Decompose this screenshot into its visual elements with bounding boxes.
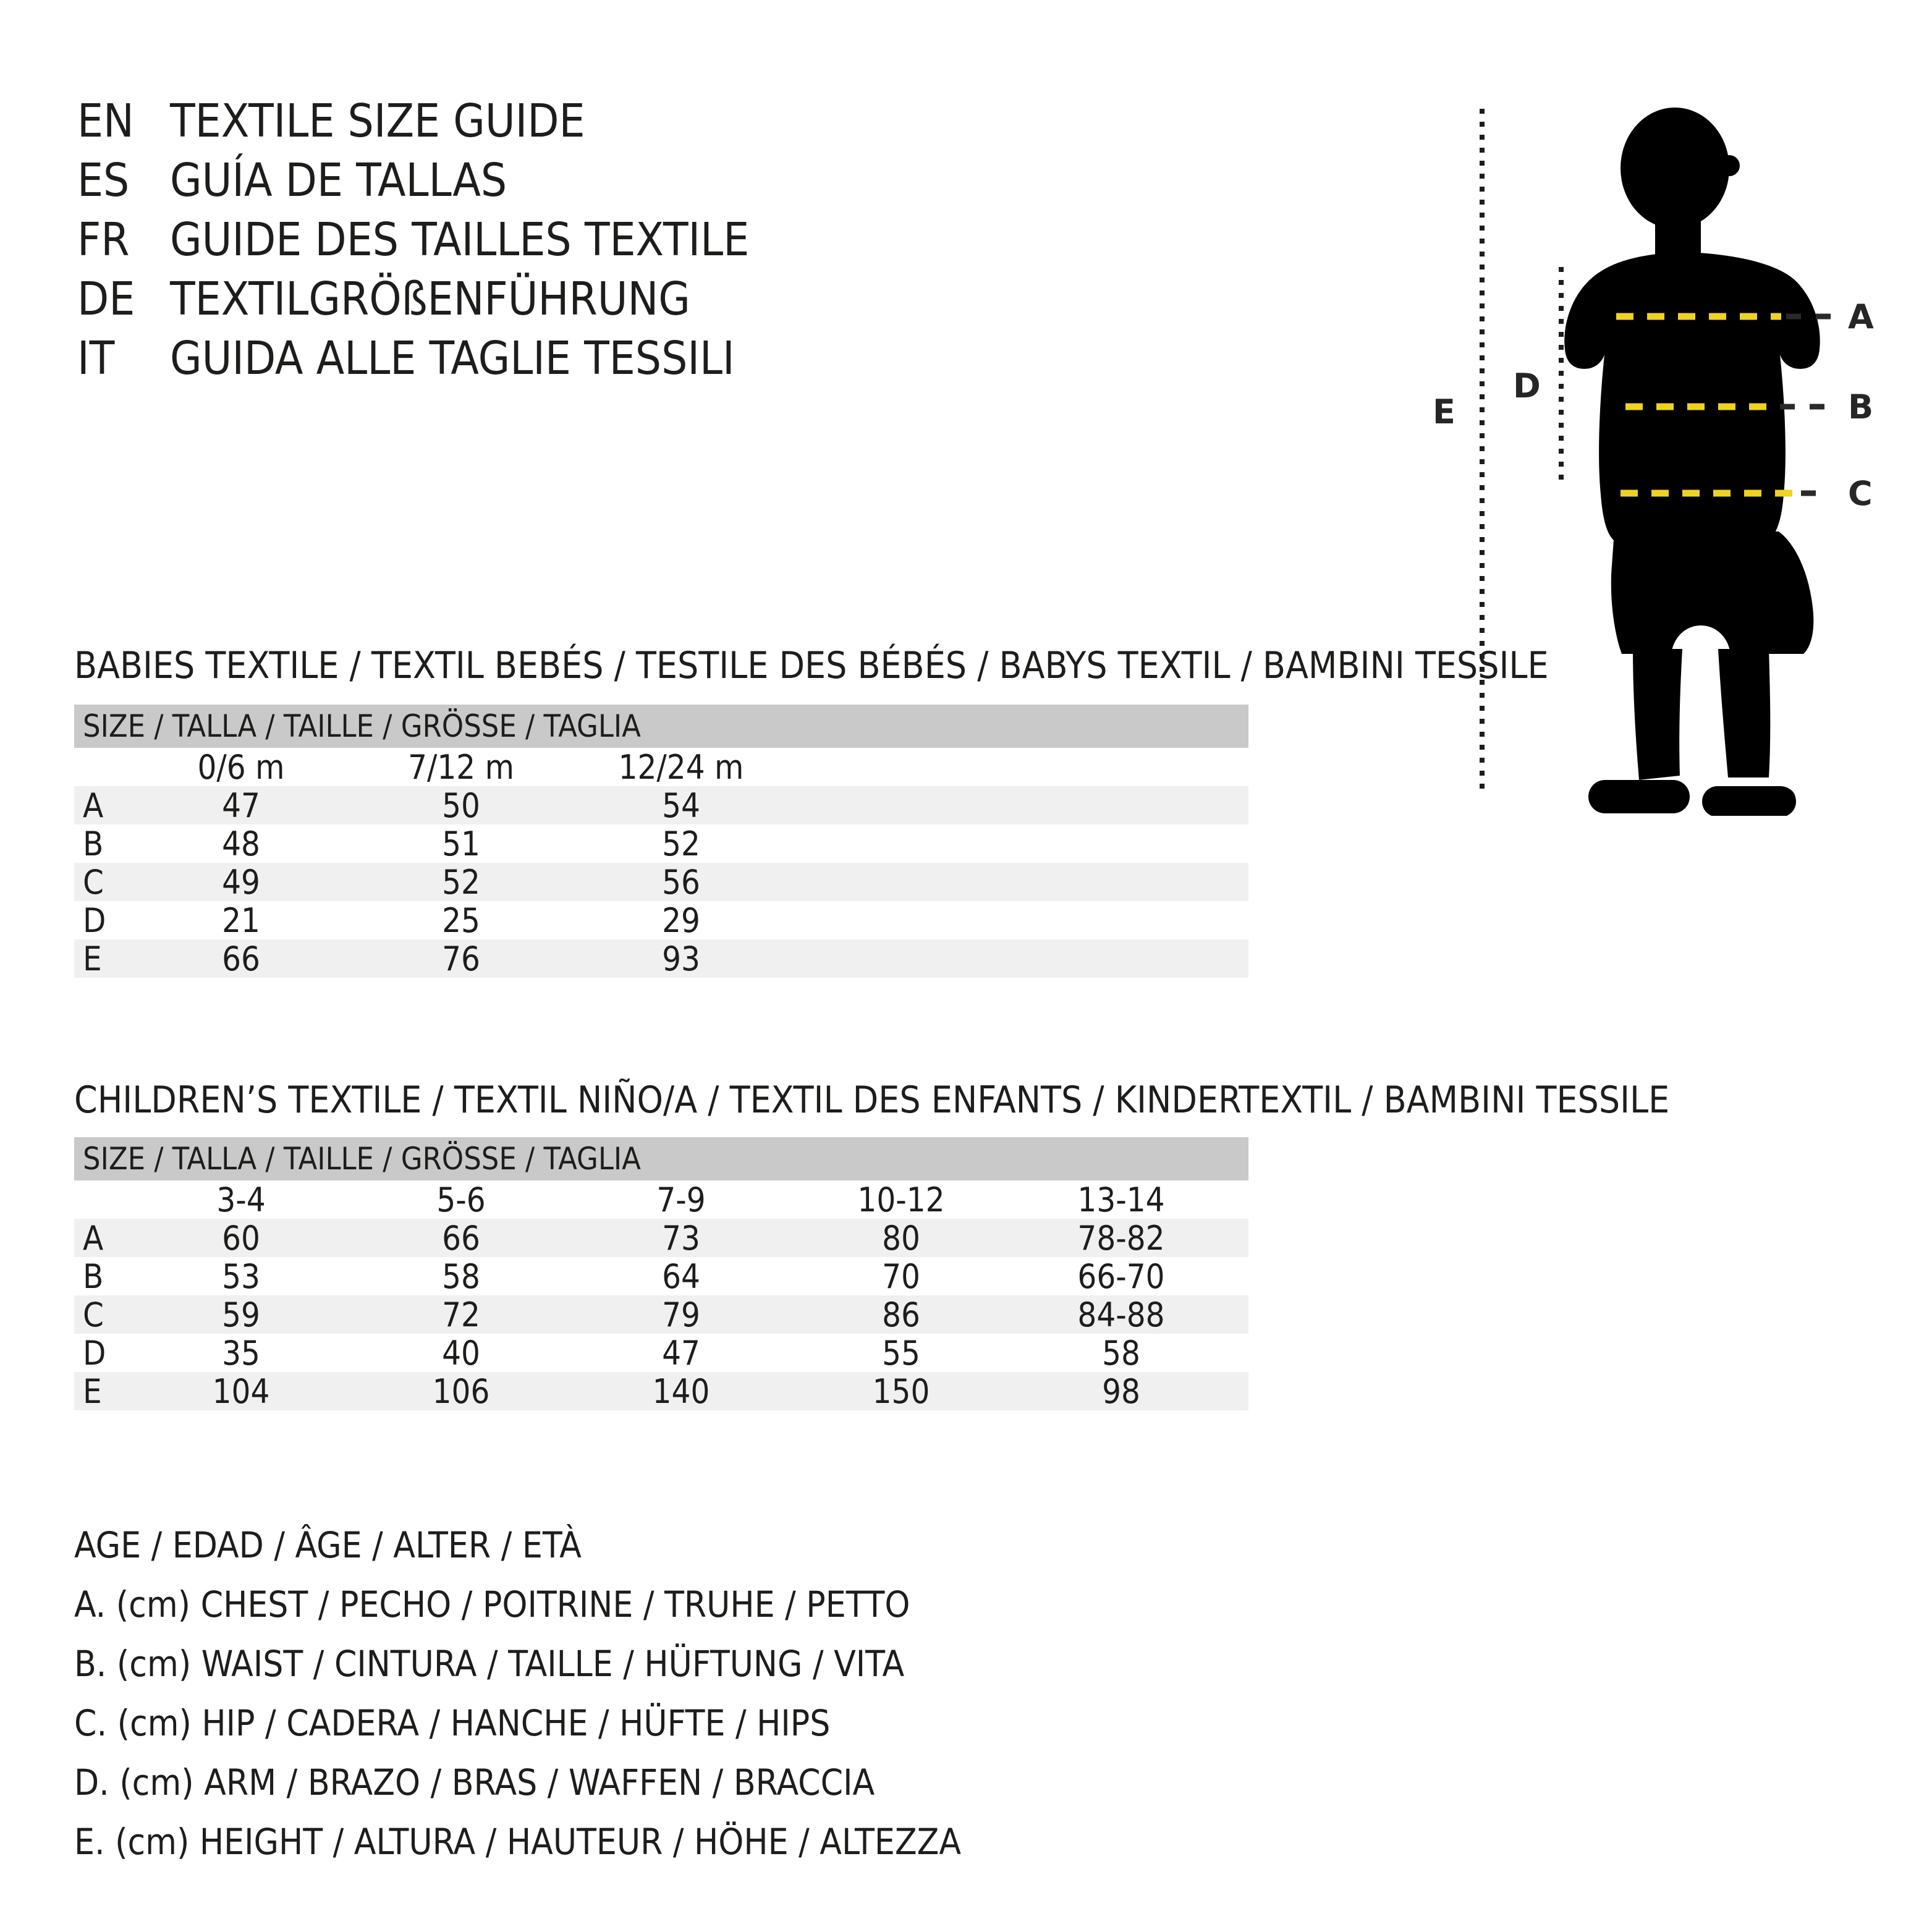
table-row	[74, 786, 1248, 824]
column-header: 12/24 m	[618, 747, 744, 787]
language-row-en	[77, 91, 749, 151]
hip-label: C	[1848, 474, 1873, 513]
language-row-es	[77, 151, 749, 210]
language-row-it	[77, 329, 749, 388]
row-label: C	[83, 1295, 104, 1334]
column-header: 5-6	[436, 1180, 486, 1219]
cell: 76	[442, 939, 480, 978]
children-size-header-bar: SIZE / TALLA / TAILLE / GRÖSSE / TAGLIA	[74, 1137, 1248, 1180]
row-label: B	[83, 1256, 104, 1296]
cell: 59	[222, 1295, 260, 1334]
cell: 29	[662, 900, 700, 940]
table-row	[74, 1295, 1248, 1334]
legend-chest: A. (cm) CHEST / PECHO / POITRINE / TRUHE / PETTO	[74, 1583, 910, 1625]
column-header: 0/6 m	[197, 747, 285, 787]
cell: 47	[222, 786, 260, 825]
cell: 78-82	[1077, 1218, 1165, 1258]
row-label: A	[83, 1218, 104, 1258]
babies-rows	[74, 786, 1248, 978]
measurement-figure-svg	[1421, 74, 1932, 816]
child-silhouette	[1564, 108, 1820, 816]
cell: 58	[1102, 1333, 1140, 1373]
cell: 72	[442, 1295, 480, 1334]
cell: 66	[222, 939, 260, 978]
children-column-headers	[74, 1180, 1248, 1219]
cell: 35	[222, 1333, 260, 1373]
children-table	[74, 1137, 1248, 1410]
cell: 58	[442, 1256, 480, 1296]
cell: 40	[442, 1333, 480, 1373]
language-code: EN	[77, 95, 134, 148]
arm-label: D	[1513, 366, 1541, 405]
cell: 56	[662, 862, 700, 902]
cell: 50	[442, 786, 480, 825]
cell: 98	[1102, 1371, 1140, 1411]
column-header: 7/12 m	[408, 747, 514, 787]
cell: 52	[442, 862, 480, 902]
language-row-de	[77, 269, 749, 329]
language-title-list	[77, 91, 749, 388]
language-code: DE	[77, 273, 135, 326]
row-label: E	[83, 939, 102, 978]
legend-height: E. (cm) HEIGHT / ALTURA / HAUTEUR / HÖHE / ALTEZZA	[74, 1821, 962, 1863]
cell: 70	[882, 1256, 920, 1296]
cell: 52	[662, 824, 700, 863]
children-rows	[74, 1219, 1248, 1410]
row-label: D	[83, 1333, 106, 1373]
row-label: B	[83, 824, 104, 863]
legend-waist: B. (cm) WAIST / CINTURA / TAILLE / HÜFTUNG / VITA	[74, 1643, 905, 1685]
column-header: 13-14	[1077, 1180, 1165, 1219]
cell: 51	[442, 824, 480, 863]
language-code: FR	[77, 213, 130, 266]
chest-label: A	[1848, 297, 1874, 336]
cell: 64	[662, 1256, 700, 1296]
table-row	[74, 1372, 1248, 1410]
cell: 106	[432, 1371, 490, 1411]
table-row	[74, 1219, 1248, 1257]
table-row	[74, 1334, 1248, 1372]
table-row	[74, 1257, 1248, 1295]
row-label: E	[83, 1371, 102, 1411]
legend-age: AGE / EDAD / ÂGE / ALTER / ETÀ	[74, 1524, 582, 1566]
cell: 21	[222, 900, 260, 940]
cell: 55	[882, 1333, 920, 1373]
babies-size-header-bar: SIZE / TALLA / TAILLE / GRÖSSE / TAGLIA	[74, 705, 1248, 748]
guide-title: TEXTILGRÖßENFÜHRUNG	[170, 273, 690, 326]
babies-section-title: BABIES TEXTILE / TEXTIL BEBÉS / TESTILE DES BÉBÉS / BABYS TEXTIL / BAMBINI TESSILE	[74, 644, 1549, 687]
cell: 25	[442, 900, 480, 940]
column-header: 7-9	[656, 1180, 706, 1219]
cell: 73	[662, 1218, 700, 1258]
language-code: IT	[77, 332, 115, 385]
row-label: C	[83, 862, 104, 902]
legend-hip: C. (cm) HIP / CADERA / HANCHE / HÜFTE / HIPS	[74, 1702, 831, 1744]
cell: 60	[222, 1218, 260, 1258]
language-code: ES	[77, 154, 130, 207]
table-row	[74, 939, 1248, 978]
table-row	[74, 863, 1248, 901]
cell: 66-70	[1077, 1256, 1165, 1296]
cell: 48	[222, 824, 260, 863]
cell: 53	[222, 1256, 260, 1296]
column-header: 3-4	[216, 1180, 266, 1219]
height-label: E	[1433, 392, 1455, 431]
row-label: A	[83, 786, 104, 825]
cell: 150	[872, 1371, 930, 1411]
column-header: 10-12	[857, 1180, 945, 1219]
cell: 66	[442, 1218, 480, 1258]
legend-arm: D. (cm) ARM / BRAZO / BRAS / WAFFEN / BRACCIA	[74, 1761, 875, 1803]
cell: 79	[662, 1295, 700, 1334]
cell: 47	[662, 1333, 700, 1373]
cell: 140	[652, 1371, 710, 1411]
children-section-title: CHILDREN’S TEXTILE / TEXTIL NIÑO/A / TEXTIL DES ENFANTS / KINDERTEXTIL / BAMBINI TESSILE	[74, 1078, 1670, 1122]
row-label: D	[83, 900, 106, 940]
guide-title: GUIDE DES TAILLES TEXTILE	[170, 213, 750, 266]
babies-table	[74, 705, 1248, 978]
guide-title: GUÍA DE TALLAS	[170, 154, 507, 207]
cell: 54	[662, 786, 700, 825]
cell: 104	[212, 1371, 270, 1411]
cell: 86	[882, 1295, 920, 1334]
table-row	[74, 824, 1248, 863]
language-row-fr	[77, 210, 749, 269]
cell: 93	[662, 939, 700, 978]
table-row	[74, 901, 1248, 939]
babies-column-headers	[74, 748, 1248, 786]
cell: 49	[222, 862, 260, 902]
measurement-legend	[74, 1515, 961, 1871]
waist-label: B	[1848, 388, 1874, 426]
guide-title: GUIDA ALLE TAGLIE TESSILI	[170, 332, 735, 385]
cell: 80	[882, 1218, 920, 1258]
guide-title: TEXTILE SIZE GUIDE	[170, 95, 585, 148]
cell: 84-88	[1077, 1295, 1165, 1334]
